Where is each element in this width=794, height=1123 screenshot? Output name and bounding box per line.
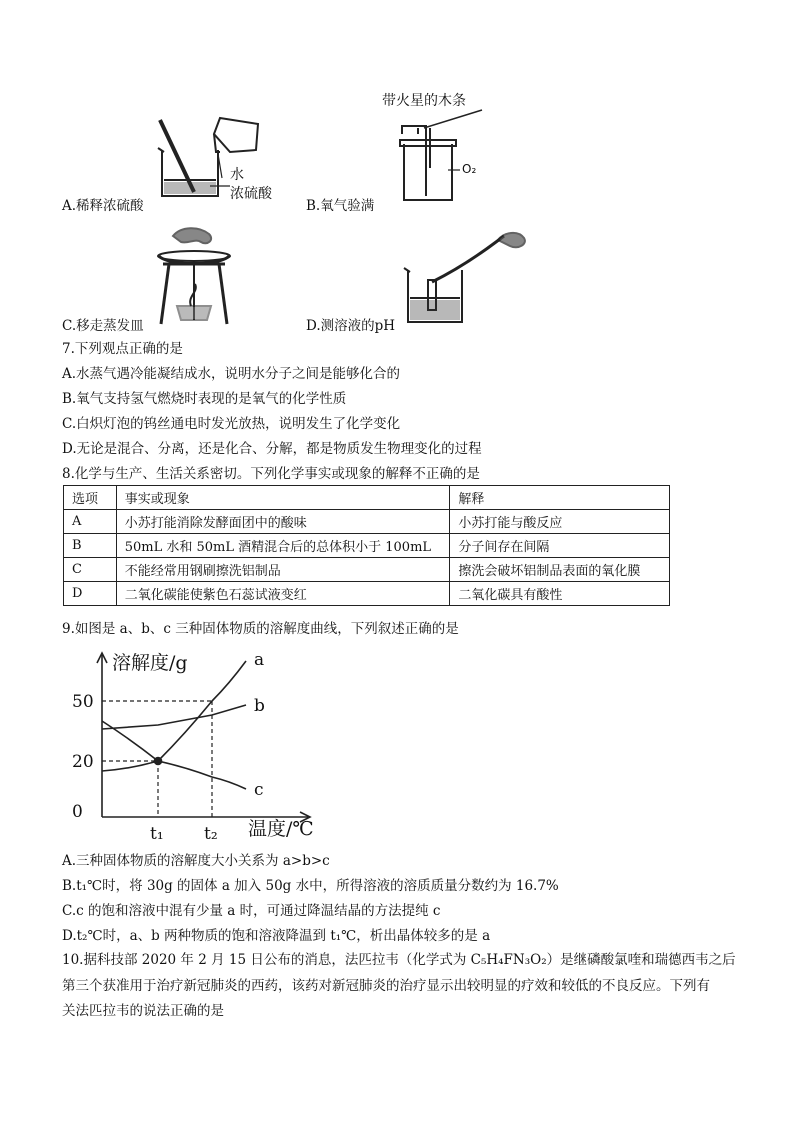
q8-table bbox=[63, 485, 670, 606]
series-label-c: c bbox=[254, 780, 264, 800]
label-conc-acid: 浓硫酸 bbox=[230, 186, 272, 202]
x-axis-title: 温度/℃ bbox=[248, 818, 314, 840]
table-cell: 二氧化碳具有酸性 bbox=[450, 582, 670, 606]
curve-c bbox=[102, 721, 246, 789]
label-water: 水 bbox=[230, 167, 244, 183]
figure-d-diagram bbox=[400, 226, 535, 326]
y-tick-label: 20 bbox=[72, 752, 94, 772]
series-label-a: a bbox=[254, 650, 265, 670]
table-header: 选项 bbox=[64, 486, 117, 510]
q8-stem: 8.化学与生产、生活关系密切。下列化学事实或现象的解释不正确的是 bbox=[62, 466, 480, 482]
y-tick-label: 50 bbox=[72, 692, 94, 712]
label-o2: O₂ bbox=[462, 162, 477, 176]
curve-a bbox=[102, 661, 246, 771]
figure-b-caption: B.氧气验满 bbox=[306, 198, 375, 214]
table-cell: 不能经常用钢刷擦洗铝制品 bbox=[116, 558, 450, 582]
intersection-point bbox=[155, 758, 162, 765]
table-header: 事实或现象 bbox=[116, 486, 450, 510]
table-cell: 擦洗会破坏铝制品表面的氧化膜 bbox=[450, 558, 670, 582]
figure-b-diagram bbox=[390, 108, 510, 208]
table-cell: D bbox=[64, 582, 117, 606]
table-cell: 二氧化碳能使紫色石蕊试液变红 bbox=[116, 582, 450, 606]
q9-stem: 9.如图是 a、b、c 三种固体物质的溶解度曲线，下列叙述正确的是 bbox=[62, 621, 459, 637]
q9-option-d: D.t₂℃时，a、b 两种物质的饱和溶液降温到 t₁℃，析出晶体较多的是 a bbox=[62, 928, 491, 944]
q7-option-a: A.水蒸气遇冷能凝结成水，说明水分子之间是能够化合的 bbox=[62, 366, 401, 382]
series-label-b: b bbox=[254, 696, 265, 716]
q9-option-b: B.t₁℃时，将 30g 的固体 a 加入 50g 水中，所得溶液的溶质质量分数约为 16.7% bbox=[62, 878, 559, 894]
q7-option-c: C.白炽灯泡的钨丝通电时发光放热，说明发生了化学变化 bbox=[62, 416, 401, 432]
table-header: 解释 bbox=[450, 486, 670, 510]
table-header-row bbox=[64, 486, 670, 510]
table-cell: 分子间存在间隔 bbox=[450, 534, 670, 558]
label-glowing-splint: 带火星的木条 bbox=[382, 93, 466, 109]
table-row bbox=[64, 582, 670, 606]
table-cell: 50mL 水和 50mL 酒精混合后的总体积小于 100mL bbox=[116, 534, 450, 558]
table-row bbox=[64, 534, 670, 558]
q9-option-c: C.c 的饱和溶液中混有少量 a 时，可通过降温结晶的方法提纯 c bbox=[62, 903, 441, 919]
table-cell: 小苏打能消除发酵面团中的酸味 bbox=[116, 510, 450, 534]
q10-line-3: 关法匹拉韦的说法正确的是 bbox=[62, 1003, 224, 1019]
q10-line-1: 10.据科技部 2020 年 2 月 15 日公布的消息，法匹拉韦（化学式为 C₅H₄FN₃O₂）是继磷酸氯喹和瑞德西韦之后 bbox=[62, 952, 736, 968]
q7-stem: 7.下列观点正确的是 bbox=[62, 341, 183, 357]
q10-line-2: 第三个获准用于治疗新冠肺炎的西药，该药对新冠肺炎的治疗显示出较明显的疗效和较低的不良反应。下列有 bbox=[62, 978, 710, 994]
figure-d-caption: D.测溶液的pH bbox=[306, 318, 396, 334]
x-tick-label: t₂ bbox=[204, 824, 218, 844]
curve-b bbox=[102, 705, 246, 729]
table-row bbox=[64, 558, 670, 582]
x-tick-label: t₁ bbox=[150, 824, 164, 844]
y-axis-title: 溶解度/g bbox=[112, 652, 188, 674]
table-cell: A bbox=[64, 510, 117, 534]
figure-c-diagram bbox=[155, 222, 235, 326]
q7-option-d: D.无论是混合、分离，还是化合、分解，都是物质发生物理变化的过程 bbox=[62, 441, 482, 457]
table-row bbox=[64, 510, 670, 534]
figure-c-caption: C.移走蒸发皿 bbox=[62, 318, 144, 334]
figure-a-caption: A.稀释浓硫酸 bbox=[62, 198, 144, 214]
table-cell: C bbox=[64, 558, 117, 582]
table-cell: 小苏打能与酸反应 bbox=[450, 510, 670, 534]
table-cell: B bbox=[64, 534, 117, 558]
y-tick-label: 0 bbox=[72, 802, 83, 822]
solubility-chart bbox=[60, 645, 340, 845]
figure-a-diagram bbox=[150, 112, 305, 202]
q9-option-a: A.三种固体物质的溶解度大小关系为 a>b>c bbox=[62, 853, 330, 869]
q7-option-b: B.氧气支持氢气燃烧时表现的是氧气的化学性质 bbox=[62, 391, 347, 407]
